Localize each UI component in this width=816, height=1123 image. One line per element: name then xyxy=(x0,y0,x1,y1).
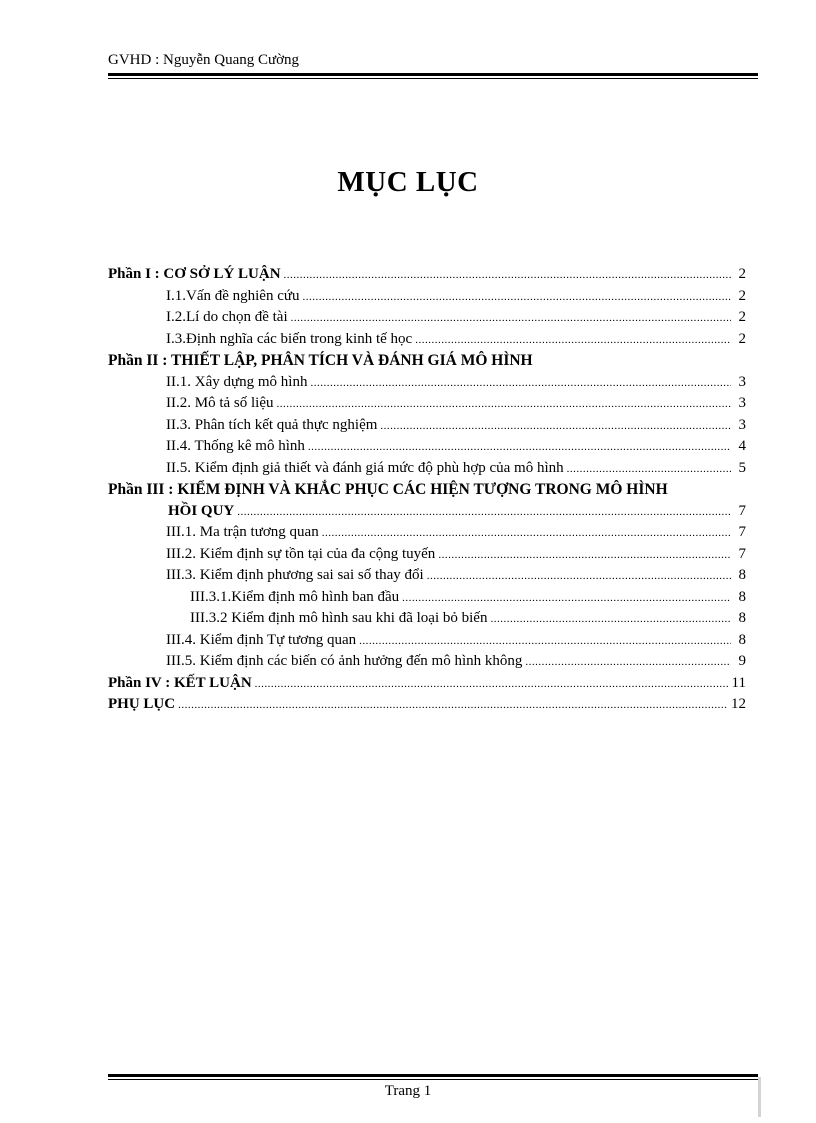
toc-entry-label: II.5. Kiểm định giả thiết và đánh giá mức độ phù hợp của mô hình xyxy=(166,459,564,476)
toc-entry-label: II.2. Mô tả số liệu xyxy=(166,395,274,411)
toc-entry-part-1[interactable] xyxy=(108,264,746,286)
dot-leader xyxy=(291,308,731,330)
toc-entry-label: III.1. Ma trận tương quan xyxy=(166,524,319,540)
toc-entry-page: 7 xyxy=(738,502,746,519)
toc-entry-label: HỒI QUY xyxy=(168,502,235,519)
toc-entry-part-4[interactable] xyxy=(108,673,746,695)
toc-entry-page: 2 xyxy=(738,309,746,325)
toc-entry-iii-1[interactable] xyxy=(108,522,746,544)
toc-entry-i-1[interactable] xyxy=(108,286,746,308)
dot-leader xyxy=(402,588,731,610)
toc-entry-page: 2 xyxy=(738,287,746,304)
dot-leader xyxy=(567,459,731,481)
toc-entry-label: II.4. Thống kê mô hình xyxy=(166,438,305,454)
toc-entry-page: 2 xyxy=(738,266,746,282)
toc-entry-label: I.1.Vấn đề nghiên cứu xyxy=(166,287,300,304)
toc-entry-i-3[interactable] xyxy=(108,329,746,351)
page-title: MỤC LỤC xyxy=(337,166,479,198)
toc-entry-page: 3 xyxy=(738,395,746,411)
toc-entry-page: 12 xyxy=(731,696,746,712)
dot-leader xyxy=(276,394,731,416)
page-footer: Trang 1 xyxy=(384,1083,432,1099)
dot-leader xyxy=(284,265,731,287)
toc-entry-ii-4[interactable] xyxy=(108,436,746,458)
dot-leader xyxy=(359,631,731,653)
toc-entry-ii-5[interactable] xyxy=(108,458,746,480)
dot-leader xyxy=(322,523,731,545)
toc-entry-page: 3 xyxy=(738,416,746,433)
toc-entry-label: II.1. Xây dựng mô hình xyxy=(166,373,308,390)
toc-entry-iii-5[interactable] xyxy=(108,651,746,673)
toc-entry-label: PHỤ LỤC xyxy=(108,696,176,712)
toc-entry-page: 7 xyxy=(738,545,746,562)
toc-entry-ii-2[interactable] xyxy=(108,393,746,415)
toc-entry-label: I.2.Lí do chọn đề tài xyxy=(166,309,288,325)
toc-entry-page: 8 xyxy=(738,631,746,648)
toc-entry-iii-2[interactable] xyxy=(108,544,746,566)
toc-entry-label: III.3. Kiểm định phương sai sai số thay đổi xyxy=(166,567,424,583)
toc-entry-label: III.2. Kiểm định sự tồn tại của đa cộng tuyến xyxy=(166,545,436,562)
toc-entry-label: III.5. Kiểm định các biến có ảnh hưởng đến mô hình không xyxy=(166,653,523,669)
header-rule-thick xyxy=(108,73,758,76)
toc-entry-label: II.3. Phân tích kết quả thực nghiệm xyxy=(166,416,378,433)
toc-entry-part-2[interactable]: Phần II : THIẾT LẬP, PHÂN TÍCH VÀ ĐÁNH GIÁ MÔ HÌNH xyxy=(108,352,533,369)
dot-leader xyxy=(438,545,731,567)
toc-entry-iii-4[interactable] xyxy=(108,630,746,652)
dot-leader xyxy=(310,373,731,395)
dot-leader xyxy=(415,330,731,352)
dot-leader xyxy=(308,437,731,459)
dot-leader xyxy=(427,566,731,588)
toc-entry-page: 7 xyxy=(738,524,746,540)
footer-rule-thin xyxy=(108,1079,758,1080)
toc-entry-ii-3[interactable] xyxy=(108,415,746,437)
toc-entry-ii-1[interactable] xyxy=(108,372,746,394)
toc-entry-page: 8 xyxy=(738,610,746,626)
toc-entry-label: Phần IV : KẾT LUẬN xyxy=(108,674,252,691)
toc-entry-label: I.3.Định nghĩa các biến trong kinh tế học xyxy=(166,330,413,347)
dot-leader xyxy=(490,609,731,631)
toc-entry-label: III.4. Kiểm định Tự tương quan xyxy=(166,631,357,648)
toc-entry-page: 5 xyxy=(738,459,746,476)
toc-entry-part-3-continued[interactable] xyxy=(108,501,746,523)
toc-entry-iii-3[interactable] xyxy=(108,565,746,587)
toc-entry-page: 4 xyxy=(738,438,746,454)
toc-entry-page: 3 xyxy=(738,373,746,390)
toc-entry-page: 11 xyxy=(731,674,746,691)
header-rule-thin xyxy=(108,78,758,79)
toc-entry-iii-3-1[interactable] xyxy=(108,587,746,609)
dot-leader xyxy=(255,674,729,696)
dot-leader xyxy=(237,502,731,524)
table-of-contents xyxy=(108,264,746,716)
footer-rule-thick xyxy=(108,1074,758,1077)
toc-entry-page: 8 xyxy=(738,567,746,583)
toc-entry-label: Phần I : CƠ SỞ LÝ LUẬN xyxy=(108,266,281,282)
toc-entry-iii-3-2[interactable] xyxy=(108,608,746,630)
toc-entry-page: 8 xyxy=(738,588,746,605)
toc-entry-appendix[interactable] xyxy=(108,694,746,716)
page-header: GVHD : Nguyễn Quang Cường xyxy=(108,52,300,68)
toc-entry-label: III.3.2 Kiểm định mô hình sau khi đã loại bỏ biến xyxy=(190,610,488,626)
dot-leader xyxy=(303,287,731,309)
dot-leader xyxy=(380,416,731,438)
dot-leader xyxy=(178,695,728,717)
toc-entry-part-3[interactable]: Phần III : KIỂM ĐỊNH VÀ KHẮC PHỤC CÁC HIỆN TƯỢNG TRONG MÔ HÌNH xyxy=(108,481,668,498)
dot-leader xyxy=(525,652,731,674)
toc-entry-page: 2 xyxy=(738,330,746,347)
toc-entry-label: III.3.1.Kiểm định mô hình ban đầu xyxy=(190,588,400,605)
toc-entry-page: 9 xyxy=(738,653,746,669)
toc-entry-i-2[interactable] xyxy=(108,307,746,329)
